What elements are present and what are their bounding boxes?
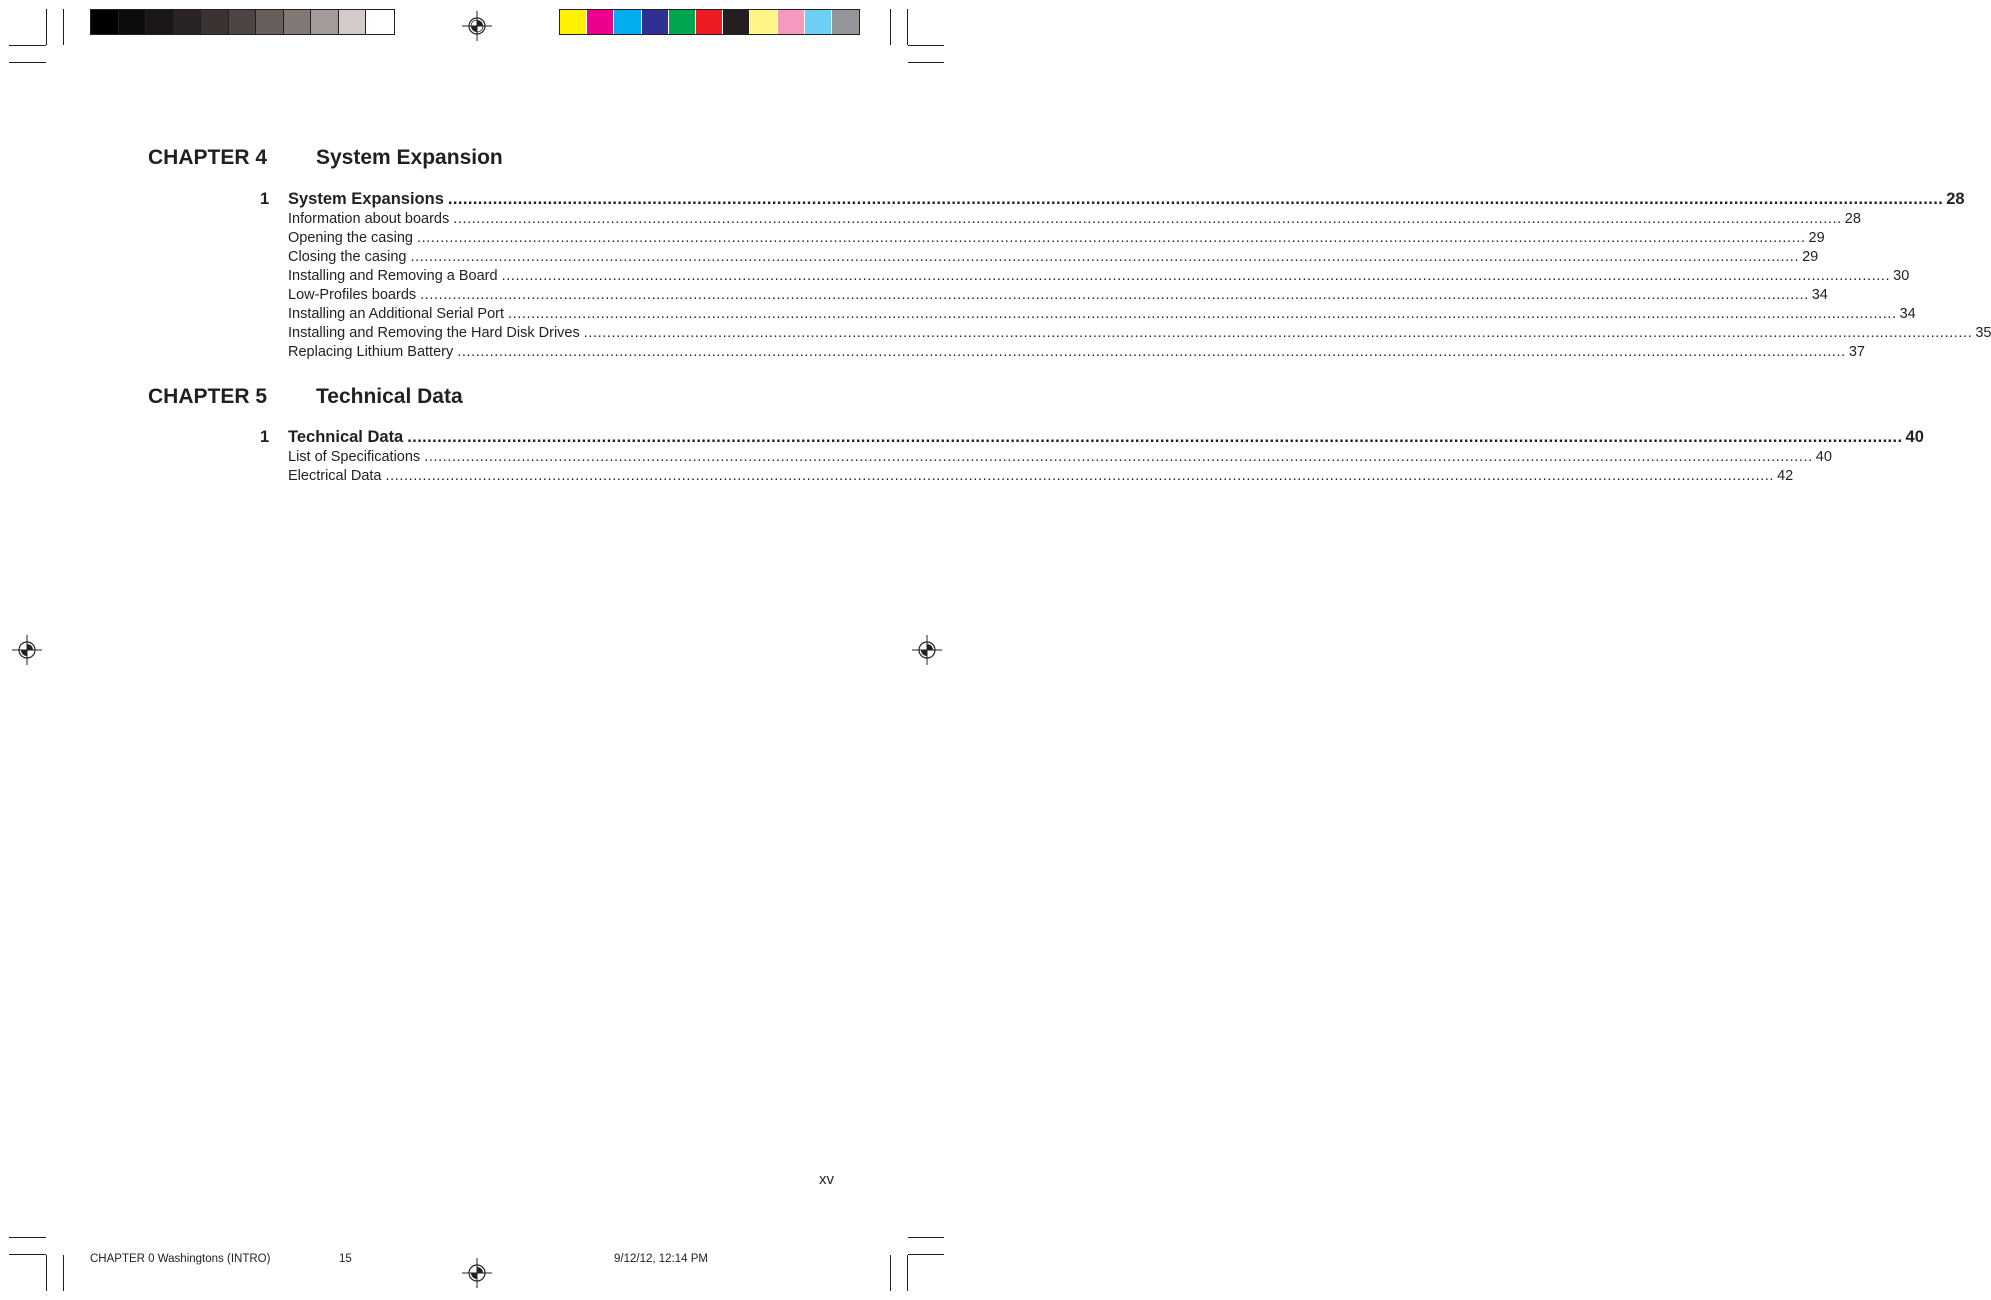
registration-mark-icon [912, 635, 942, 665]
toc-page-number: 30 [1893, 268, 1910, 284]
toc-page-number: 28 [1844, 211, 1861, 227]
toc-entry-label: Installing and Removing a Board [288, 268, 498, 284]
toc-entry-label: Low-Profiles boards [288, 287, 417, 303]
toc-leader: ............................................................................................................................................................................................................................................................................................................ [501, 268, 1891, 284]
toc-leader: ............................................................................................................................................................................................................................................................................................................ [385, 468, 1775, 484]
toc-leader: ............................................................................................................................................................................................................................................................................................................ [508, 306, 1897, 322]
color-swatch [723, 10, 750, 34]
toc-page-number: 34 [1899, 306, 1916, 322]
toc-page-number: 37 [1848, 344, 1865, 360]
color-swatch [642, 10, 669, 34]
toc-leader: ............................................................................................................................................................................................................................................................................................................ [420, 287, 1809, 303]
color-swatch [778, 10, 805, 34]
toc-entry-row[interactable] [288, 210, 1861, 229]
toc-entry-row[interactable] [288, 286, 1828, 305]
toc-leader: ............................................................................................................................................................................................................................................................................................................ [447, 190, 1944, 208]
crop-mark [907, 9, 908, 45]
toc-page-number: 40 [1815, 449, 1832, 465]
toc-entry-label: Replacing Lithium Battery [288, 344, 454, 360]
slug-filename: CHAPTER 0 Washingtons (INTRO) [90, 1253, 271, 1265]
toc-page-number: 28 [1946, 190, 1965, 208]
toc-entry-label: Opening the casing [288, 230, 413, 246]
grayscale-bar [90, 9, 395, 35]
toc-leader: ............................................................................................................................................................................................................................................................................................................ [457, 344, 1846, 360]
section-number: 1 [260, 428, 270, 446]
toc-section-label: System Expansions [288, 190, 444, 208]
section-number: 1 [260, 190, 270, 208]
toc-page-number: 40 [1905, 428, 1924, 446]
toc-entry-row[interactable] [288, 448, 1832, 467]
crop-mark [890, 9, 891, 45]
chapter-title: System Expansion [316, 146, 503, 169]
crop-mark [907, 1255, 908, 1291]
gray-swatch [146, 10, 174, 34]
crop-mark [9, 62, 46, 63]
toc-entry-row[interactable] [288, 305, 1916, 324]
slug-page: 15 [339, 1253, 352, 1265]
toc-section-row[interactable] [288, 189, 1965, 209]
toc-page-number: 42 [1777, 468, 1794, 484]
color-swatch [805, 10, 832, 34]
gray-swatch [174, 10, 202, 34]
chapter-number: CHAPTER 5 [148, 385, 268, 408]
color-swatch [832, 10, 859, 34]
crop-mark [908, 1237, 944, 1238]
gray-swatch [339, 10, 367, 34]
toc-section-row[interactable] [288, 427, 1924, 447]
toc-leader: ............................................................................................................................................................................................................................................................................................................ [416, 230, 1806, 246]
toc-entry-label: Closing the casing [288, 249, 407, 265]
toc-entry-row[interactable] [288, 248, 1819, 267]
toc-leader: ............................................................................................................................................................................................................................................................................................................ [410, 249, 1800, 265]
color-swatch [669, 10, 696, 34]
crop-mark [908, 1254, 944, 1255]
crop-mark [63, 9, 64, 45]
registration-mark-icon [462, 11, 492, 41]
toc-leader: ............................................................................................................................................................................................................................................................................................................ [407, 428, 1903, 446]
toc-page-number: 35 [1975, 325, 1991, 341]
crop-mark [9, 1254, 46, 1255]
toc-entry-row[interactable] [288, 229, 1825, 248]
toc-leader: ............................................................................................................................................................................................................................................................................................................ [583, 325, 1973, 341]
crop-mark [9, 45, 46, 46]
toc-entry-label: Installing an Additional Serial Port [288, 306, 505, 322]
gray-swatch [229, 10, 257, 34]
gray-swatch [119, 10, 147, 34]
toc-entry-row[interactable] [288, 343, 1865, 362]
crop-mark [908, 62, 944, 63]
color-swatch [587, 10, 614, 34]
gray-swatch [256, 10, 284, 34]
crop-mark [9, 1237, 46, 1238]
toc-entry-row[interactable] [288, 267, 1910, 286]
color-swatch [614, 10, 641, 34]
toc-entry-label: Installing and Removing the Hard Disk Drives [288, 325, 580, 341]
color-swatch [750, 10, 777, 34]
crop-mark [46, 9, 47, 45]
crop-mark [908, 45, 944, 46]
gray-swatch [366, 10, 394, 34]
color-swatch [696, 10, 723, 34]
registration-mark-icon [12, 635, 42, 665]
toc-page-number: 29 [1802, 249, 1819, 265]
gray-swatch [311, 10, 339, 34]
toc-entry-row[interactable] [288, 324, 1991, 343]
gray-swatch [284, 10, 312, 34]
crop-mark [890, 1255, 891, 1291]
toc-entry-label: List of Specifications [288, 449, 421, 465]
toc-leader: ............................................................................................................................................................................................................................................................................................................ [424, 449, 1813, 465]
toc-entry-label: Electrical Data [288, 468, 382, 484]
chapter-title: Technical Data [316, 385, 463, 408]
toc-page-number: 34 [1811, 287, 1828, 303]
registration-mark-icon [462, 1258, 492, 1288]
chapter-number: CHAPTER 4 [148, 146, 268, 169]
toc-entry-label: Information about boards [288, 211, 450, 227]
color-swatch [560, 10, 587, 34]
gray-swatch [201, 10, 229, 34]
gray-swatch [91, 10, 119, 34]
page-folio: xv [819, 1171, 834, 1188]
crop-mark [63, 1255, 64, 1291]
color-bar [559, 9, 860, 35]
toc-page-number: 29 [1808, 230, 1825, 246]
slug-timestamp: 9/12/12, 12:14 PM [614, 1253, 708, 1265]
toc-leader: ............................................................................................................................................................................................................................................................................................................ [453, 211, 1842, 227]
toc-section-label: Technical Data [288, 428, 404, 446]
toc-entry-row[interactable] [288, 467, 1794, 486]
crop-mark [46, 1255, 47, 1291]
